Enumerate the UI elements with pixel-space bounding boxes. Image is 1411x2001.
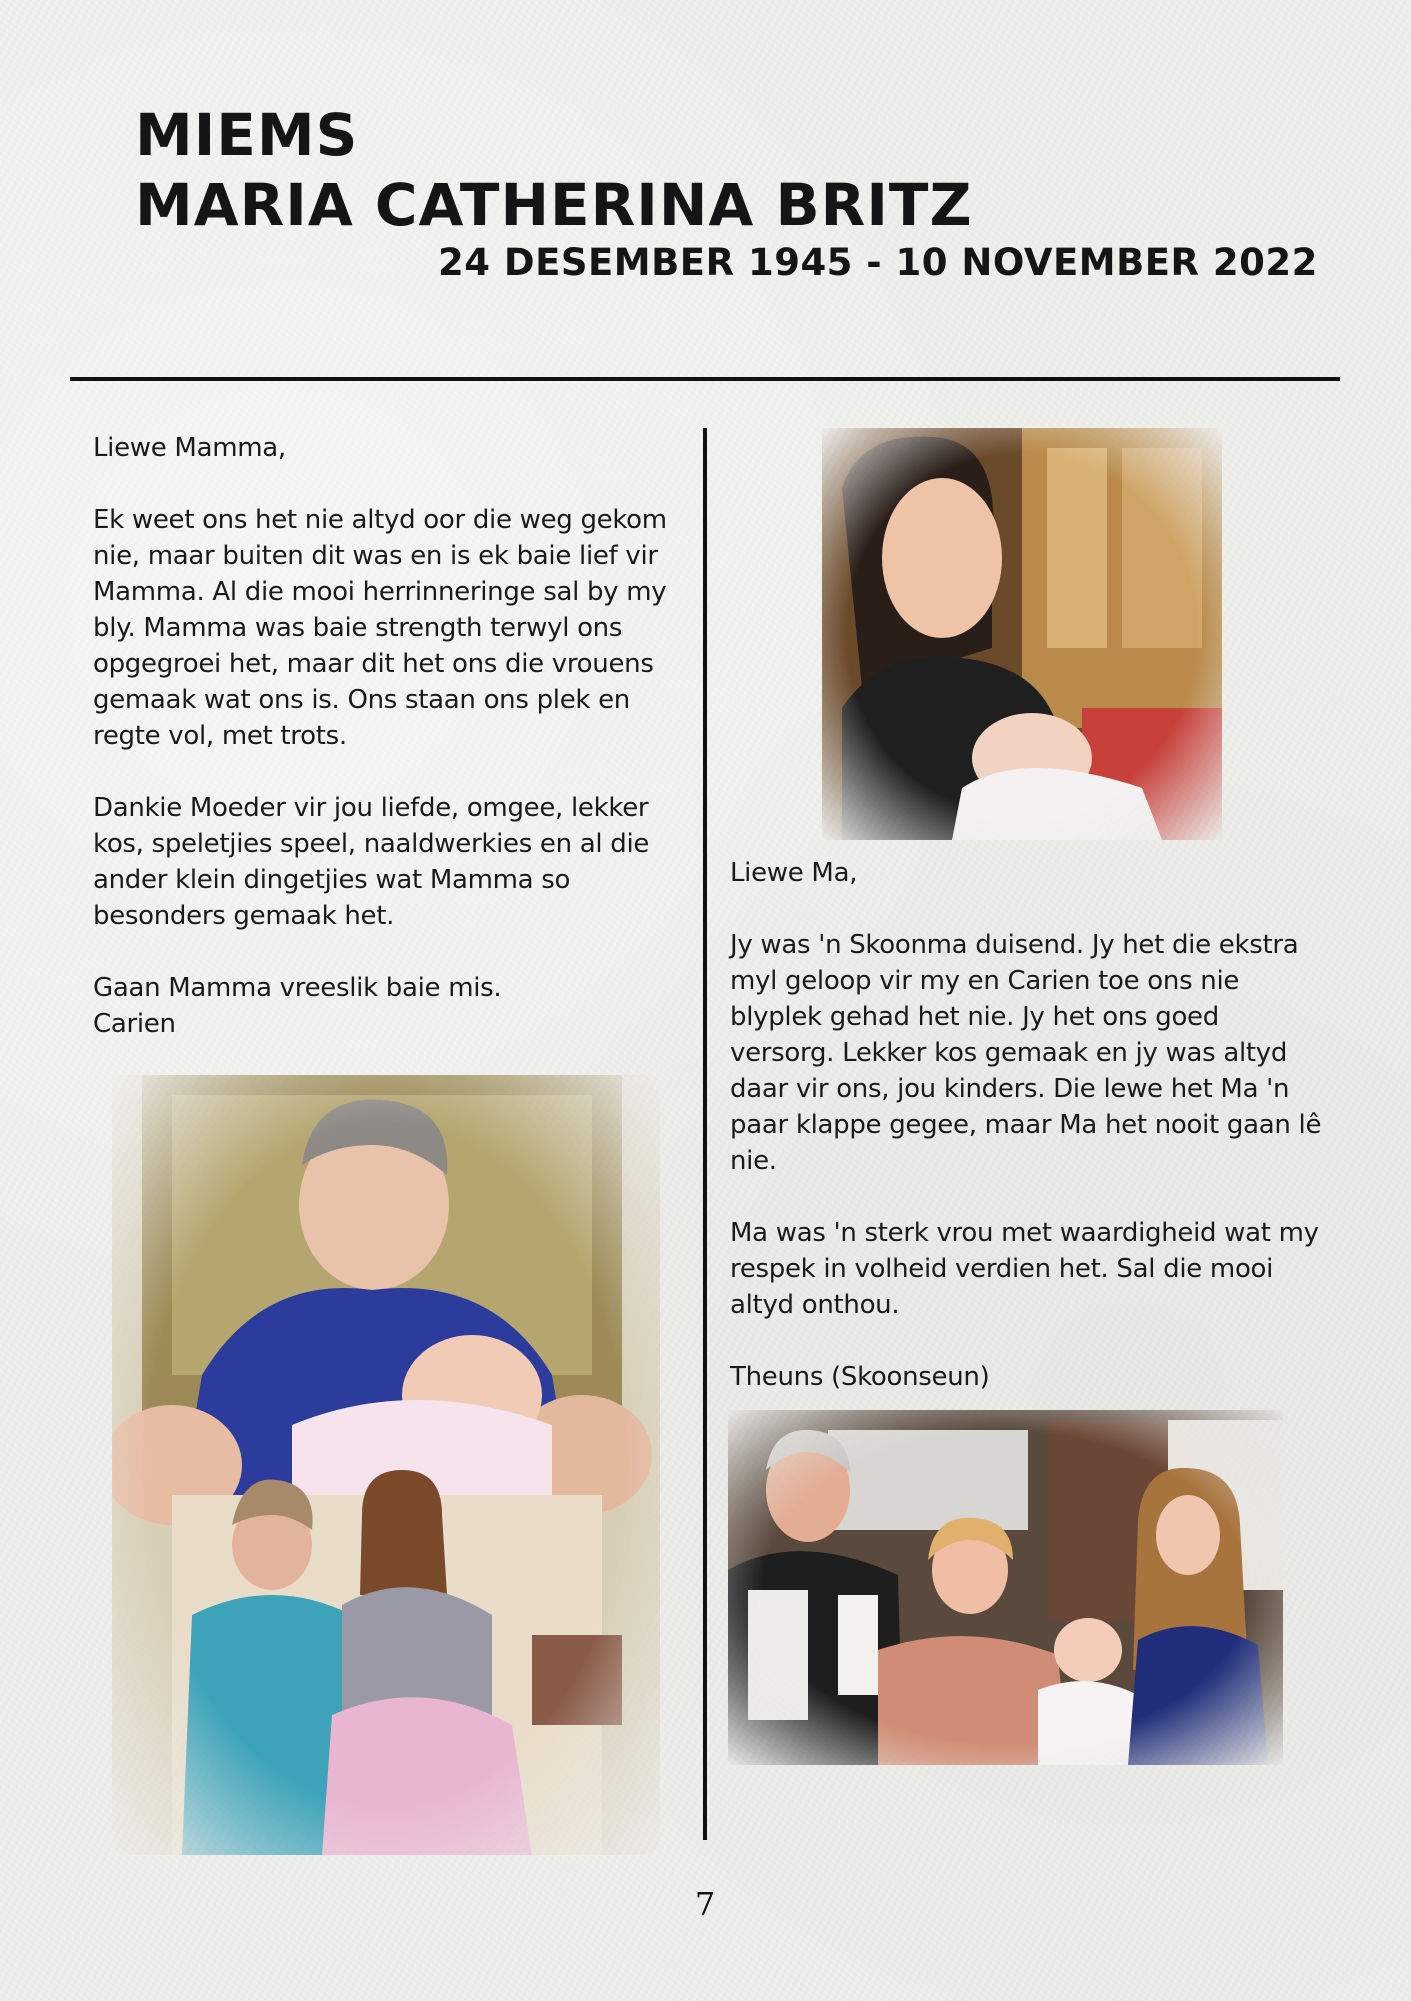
left-signature: Carien [93, 1009, 176, 1039]
life-dates: 24 DESEMBER 1945 - 10 NOVEMBER 2022 [438, 241, 1318, 284]
left-paragraph-2: Dankie Moeder vir jou liefde, omgee, lekker kos, speletjies speel, naaldwerkies en al die ander klein dingetjies wat Mamma so besonders gemaak het. [93, 793, 650, 931]
photo-woman-with-baby [822, 428, 1222, 840]
left-greeting: Liewe Mamma, [93, 433, 286, 463]
page-title [135, 100, 973, 240]
photo-family-group [728, 1410, 1283, 1765]
left-letter [93, 430, 673, 1042]
page-number: 7 [694, 1885, 716, 1923]
right-greeting: Liewe Ma, [730, 858, 858, 888]
right-letter [730, 855, 1330, 1395]
right-paragraph-2: Ma was 'n sterk vrou met waardigheid wat my respek in volheid verdien het. Sal die mooi altyd onthou. [730, 1218, 1319, 1320]
header-divider [70, 377, 1340, 381]
column-divider [703, 428, 707, 1840]
title-nickname: MIEMS [135, 101, 359, 169]
right-paragraph-1: Jy was 'n Skoonma duisend. Jy het die ekstra myl geloop vir my en Carien toe ons nie blyplek gehad het nie. Jy het ons goed versorg. Lekker kos gemaak en jy was altyd daar vir ons, jou kinders. Die lewe het Ma 'n paar klappe gegee, maar Ma het nooit gaan lê nie. [730, 930, 1322, 1176]
title-full-name: MARIA CATHERINA BRITZ [135, 171, 973, 239]
left-paragraph-1: Ek weet ons het nie altyd oor die weg gekom nie, maar buiten dit was en is ek baie lief vir Mamma. Al die mooi herrinneringe sal by my bly. Mamma was baie strength terwyl ons opgegroei het, maar dit het ons die vrouens gemaak wat ons is. Ons staan ons plek en regte vol, met trots. [93, 505, 667, 751]
left-closing: Gaan Mamma vreeslik baie mis. [93, 973, 502, 1003]
photo-grandmother-collage [112, 1075, 660, 1855]
right-signature: Theuns (Skoonseun) [730, 1362, 990, 1392]
